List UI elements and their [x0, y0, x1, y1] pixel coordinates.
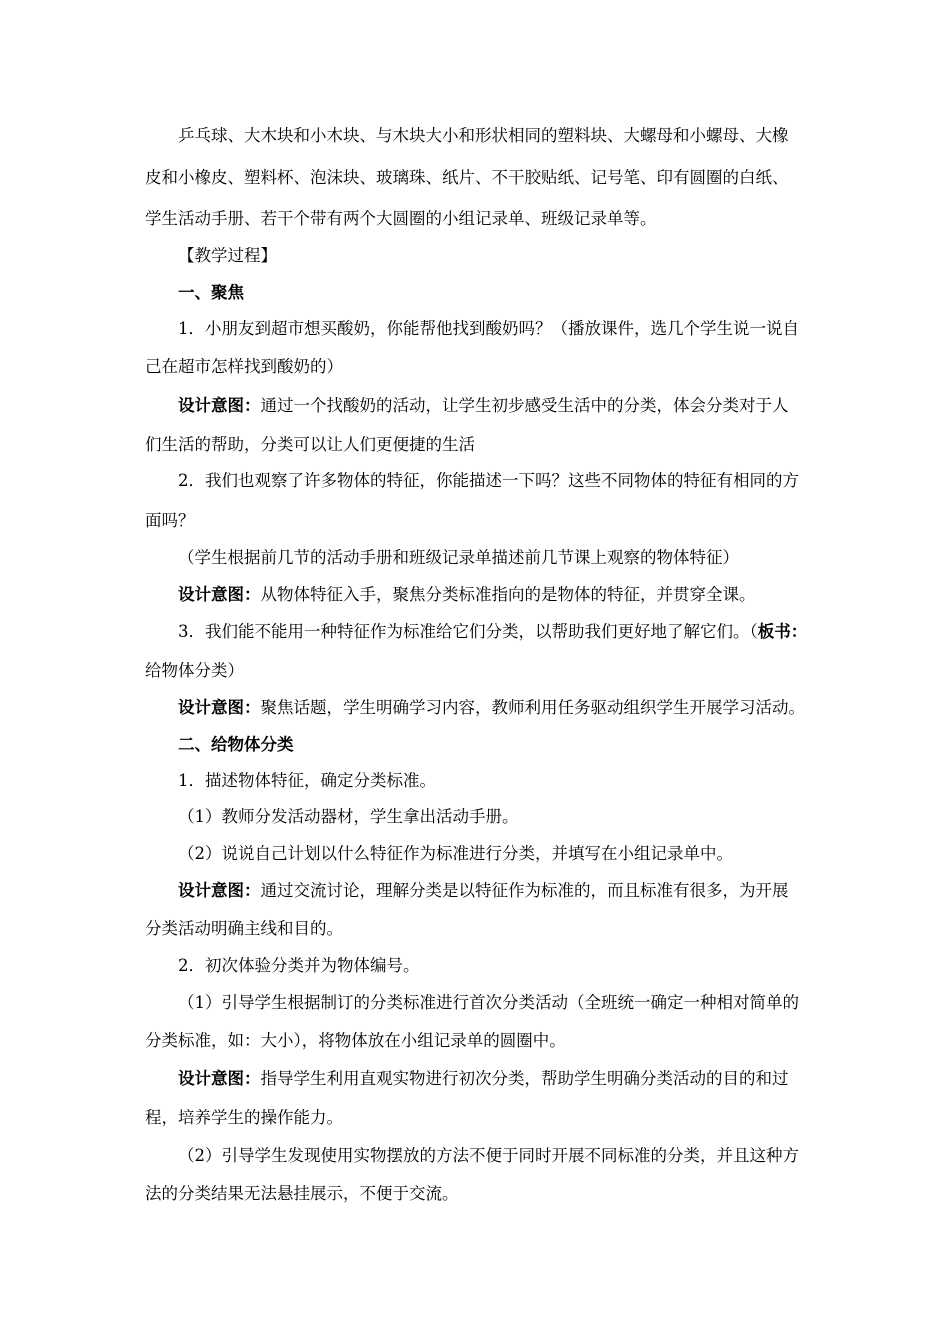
section2-heading: 二、给物体分类: [178, 735, 294, 754]
intent-label: 设计意图：: [178, 1069, 261, 1088]
step1: 1．描述物体特征，确定分类标准。: [178, 771, 436, 790]
intent3-line: [178, 697, 805, 719]
intent4-line-2: 分类活动明确主线和目的。: [145, 919, 343, 938]
step1-b: （2）说说自己计划以什么特征作为标准进行分类，并填写在小组记录单中。: [178, 844, 733, 863]
intent1-line-2: 们生活的帮助，分类可以让人们更便捷的生活: [145, 435, 475, 454]
intent2-line: [178, 584, 756, 606]
intent1-line-1: [178, 395, 789, 417]
intent-text: 通过交流讨论，理解分类是以特征作为标准的，而且标准有很多，为开展: [260, 881, 789, 900]
materials-line-1: 乒乓球、大木块和小木块、与木块大小和形状相同的塑料块、大螺母和小螺母、大橡: [178, 126, 789, 145]
q3-text: 3．我们能不能用一种特征作为标准给它们分类，以帮助我们更好地了解它们。（: [178, 622, 758, 641]
intent-label: 设计意图：: [178, 585, 261, 604]
step1-a: （1）教师分发活动器材，学生拿出活动手册。: [178, 807, 519, 826]
q3-line-2: 给物体分类）: [145, 661, 244, 680]
q3-line-1: [178, 621, 807, 643]
intent4-line-1: [178, 880, 789, 902]
intent-text: 指导学生利用直观实物进行初次分类，帮助学生明确分类活动的目的和过: [260, 1069, 789, 1088]
materials-line-3: 学生活动手册、若干个带有两个大圆圈的小组记录单、班级记录单等。: [145, 209, 657, 228]
q1-line-1: 1．小朋友到超市想买酸奶，你能帮他找到酸奶吗？（播放课件，选几个学生说一说自: [178, 319, 799, 338]
intent-label: 设计意图：: [178, 396, 261, 415]
q2-line-1: 2．我们也观察了许多物体的特征，你能描述一下吗？这些不同物体的特征有相同的方: [178, 471, 799, 490]
step2-b-line-2: 法的分类结果无法悬挂展示，不便于交流。: [145, 1184, 459, 1203]
q2-note: （学生根据前几节的活动手册和班级记录单描述前几节课上观察的物体特征）: [178, 548, 739, 567]
intent-text: 聚焦话题，学生明确学习内容，教师利用任务驱动组织学生开展学习活动。: [260, 698, 805, 717]
intent-label: 设计意图：: [178, 698, 261, 717]
section1-heading: 一、聚焦: [178, 283, 244, 302]
intent5-line-2: 程，培养学生的操作能力。: [145, 1108, 343, 1127]
materials-line-2: 皮和小橡皮、塑料杯、泡沫块、玻璃珠、纸片、不干胶贴纸、记号笔、印有圆圈的白纸、: [145, 168, 789, 187]
q1-line-2: 己在超市怎样找到酸奶的）: [145, 357, 343, 376]
intent-text: 通过一个找酸奶的活动，让学生初步感受生活中的分类，体会分类对于人: [260, 396, 789, 415]
intent5-line-1: [178, 1068, 789, 1090]
intent-label: 设计意图：: [178, 881, 261, 900]
step2-b-line-1: （2）引导学生发现使用实物摆放的方法不便于同时开展不同标准的分类，并且这种方: [178, 1146, 799, 1165]
step2: 2．初次体验分类并为物体编号。: [178, 956, 420, 975]
step2-a-line-1: （1）引导学生根据制订的分类标准进行首次分类活动（全班统一确定一种相对简单的: [178, 993, 799, 1012]
step2-a-line-2: 分类标准，如：大小），将物体放在小组记录单的圆圈中。: [145, 1031, 566, 1050]
q2-line-2: 面吗？: [145, 511, 195, 530]
process-heading: 【教学过程】: [178, 246, 277, 265]
intent-text: 从物体特征入手，聚焦分类标准指向的是物体的特征，并贯穿全课。: [260, 585, 756, 604]
board-label: 板书：: [757, 622, 808, 641]
